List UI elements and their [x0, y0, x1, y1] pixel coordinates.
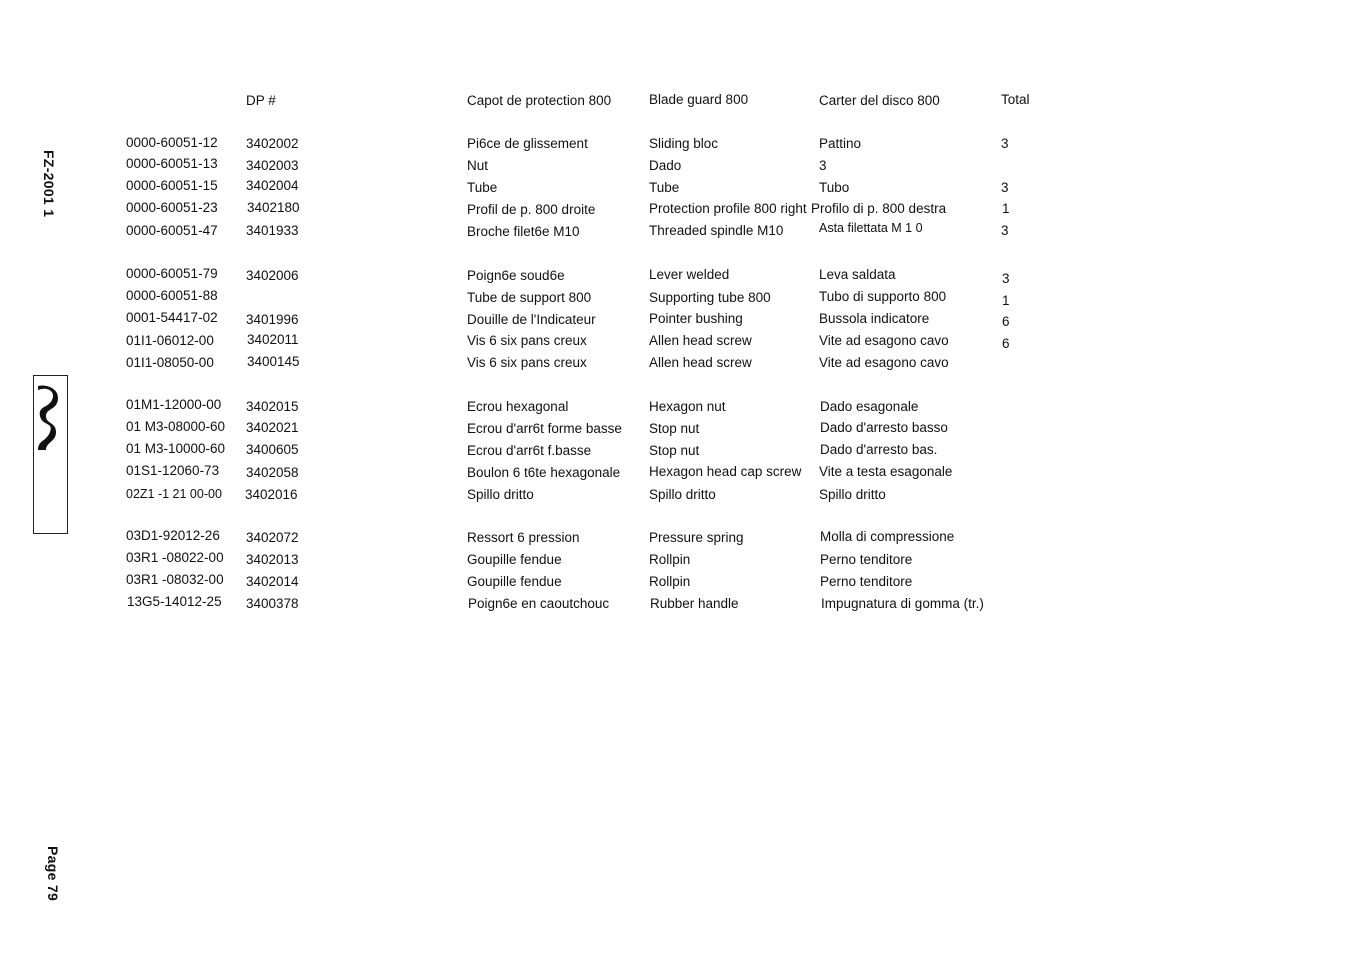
- dp-number: 3402011: [247, 332, 299, 347]
- english-desc: Supporting tube 800: [649, 290, 771, 305]
- english-desc: Pressure spring: [649, 530, 744, 545]
- italian-desc: Vite ad esagono cavo: [819, 333, 949, 348]
- italian-desc: Perno tenditore: [820, 552, 913, 567]
- total-qty: 3: [1001, 180, 1009, 195]
- french-desc: Ecrou hexagonal: [467, 399, 569, 414]
- part-number: 01M1-12000-00: [126, 397, 222, 412]
- dp-number: 3402004: [246, 178, 299, 193]
- italian-desc: Vite a testa esagonale: [819, 464, 953, 479]
- french-desc: Vis 6 six pans creux: [467, 355, 587, 370]
- dp-number: 3402058: [246, 465, 299, 480]
- logo-frame: [33, 375, 68, 534]
- part-number: 0000-60051-88: [126, 288, 218, 303]
- italian-desc: Pattino: [819, 136, 862, 151]
- english-desc: Hexagon nut: [649, 399, 726, 414]
- english-desc: Spillo dritto: [649, 487, 716, 502]
- french-desc: Ecrou d'arr6t f.basse: [467, 443, 592, 458]
- dp-number: 3402003: [246, 158, 299, 173]
- english-desc: Sliding bloc: [649, 136, 719, 151]
- french-desc: Tube: [467, 180, 498, 195]
- dp-number: 3402016: [245, 487, 298, 502]
- english-desc: Pointer bushing: [649, 311, 743, 326]
- part-number: 03D1-92012-26: [126, 528, 220, 543]
- part-number: 01 M3-08000-60: [126, 419, 226, 434]
- dp-number: 3402015: [246, 399, 299, 414]
- document-id: FZ-2001 1: [41, 150, 57, 218]
- english-desc: Allen head screw: [649, 355, 752, 370]
- part-number: 01I1-06012-00: [126, 333, 214, 348]
- total-qty: 3: [1001, 136, 1009, 151]
- part-number: 0000-60051-12: [126, 135, 218, 150]
- total-qty: 1: [1002, 201, 1010, 216]
- italian-desc: Spillo dritto: [819, 487, 886, 502]
- italian-desc: Tubo di supporto 800: [819, 289, 947, 304]
- french-desc: Tube de support 800: [467, 290, 592, 305]
- english-desc: Protection profile 800 right: [649, 201, 807, 216]
- part-number: 01 M3-10000-60: [126, 441, 226, 456]
- french-desc: Broche filet6e M10: [467, 224, 580, 239]
- dp-number: 3402021: [246, 420, 299, 435]
- french-desc: Vis 6 six pans creux: [467, 333, 587, 348]
- page-number: Page 79: [45, 846, 61, 902]
- italian-desc: Perno tenditore: [820, 574, 913, 589]
- header-french: Capot de protection 800: [467, 93, 612, 108]
- english-desc: Lever welded: [649, 267, 730, 282]
- italian-desc: Dado d'arresto bas.: [820, 442, 938, 457]
- english-desc: Rollpin: [649, 574, 691, 589]
- french-desc: Poign6e en caoutchouc: [468, 596, 610, 611]
- total-qty: 3: [1002, 271, 1010, 286]
- dp-number: 3402002: [246, 136, 299, 151]
- header-italian: Carter del disco 800: [819, 93, 940, 108]
- part-number: 03R1 -08022-00: [126, 550, 224, 565]
- french-desc: Boulon 6 t6te hexagonale: [467, 465, 621, 480]
- french-desc: Pi6ce de glissement: [467, 136, 588, 151]
- italian-desc: Dado esagonale: [820, 399, 919, 414]
- dp-number: 3402014: [246, 574, 299, 589]
- part-number: 0000-60051-15: [126, 178, 218, 193]
- dp-number: 3402013: [246, 552, 299, 567]
- english-desc: Tube: [649, 180, 680, 195]
- part-number: 01S1-12060-73: [126, 463, 220, 478]
- italian-desc: Impugnatura di gomma (tr.): [821, 596, 984, 611]
- total-qty: 6: [1002, 314, 1010, 329]
- italian-desc: Bussola indicatore: [819, 311, 930, 326]
- french-desc: Nut: [467, 158, 489, 173]
- dp-number: 3402072: [246, 530, 299, 545]
- part-number: 03R1 -08032-00: [126, 572, 224, 587]
- english-desc: Rubber handle: [650, 596, 739, 611]
- brand-logo-icon: [34, 384, 67, 454]
- italian-desc: Molla di compressione: [820, 529, 955, 544]
- french-desc: Ecrou d'arr6t forme basse: [467, 421, 622, 436]
- french-desc: Goupille fendue: [467, 552, 562, 567]
- dp-number: 3401933: [246, 223, 299, 238]
- total-qty: 1: [1002, 293, 1010, 308]
- part-number: 02Z1 -1 21 00-00: [126, 487, 222, 501]
- part-number: 0000-60051-23: [126, 200, 218, 215]
- part-number: 13G5-14012-25: [127, 594, 222, 609]
- english-desc: Hexagon head cap screw: [649, 464, 802, 479]
- english-desc: Stop nut: [649, 443, 700, 458]
- part-number: 0000-60051-47: [126, 223, 218, 238]
- header-total: Total: [1001, 92, 1030, 107]
- header-english: Blade guard 800: [649, 92, 749, 107]
- total-qty: 6: [1002, 336, 1010, 351]
- italian-desc: Dado d'arresto basso: [820, 420, 948, 435]
- part-number: 0000-60051-79: [126, 266, 218, 281]
- part-number: 0000-60051-13: [126, 156, 218, 171]
- french-desc: Douille de l'Indicateur: [467, 312, 596, 327]
- english-desc: Rollpin: [649, 552, 691, 567]
- english-desc: Stop nut: [649, 421, 700, 436]
- italian-desc: Profilo di p. 800 destra: [811, 201, 947, 216]
- french-desc: Poign6e soud6e: [467, 268, 565, 283]
- part-number: 01I1-08050-00: [126, 355, 214, 370]
- english-desc: Allen head screw: [649, 333, 752, 348]
- french-desc: Goupille fendue: [467, 574, 562, 589]
- italian-desc: Leva saldata: [819, 267, 896, 282]
- french-desc: Spillo dritto: [467, 487, 534, 502]
- french-desc: Profil de p. 800 droite: [467, 202, 596, 217]
- italian-desc: Tubo: [819, 180, 850, 195]
- part-number: 0001-54417-02: [126, 310, 218, 325]
- dp-number: 3401996: [246, 312, 299, 327]
- header-dp: DP #: [246, 93, 276, 108]
- dp-number: 3400605: [246, 442, 299, 457]
- french-desc: Ressort 6 pression: [467, 530, 580, 545]
- total-qty: 3: [1001, 223, 1009, 238]
- italian-desc: Asta filettata M 1 0: [819, 221, 923, 235]
- dp-number: 3400145: [247, 354, 300, 369]
- italian-desc: 3: [819, 158, 827, 173]
- english-desc: Dado: [649, 158, 682, 173]
- dp-number: 3400378: [246, 596, 299, 611]
- italian-desc: Vite ad esagono cavo: [819, 355, 949, 370]
- dp-number: 3402180: [247, 200, 300, 215]
- dp-number: 3402006: [246, 268, 299, 283]
- english-desc: Threaded spindle M10: [649, 223, 784, 238]
